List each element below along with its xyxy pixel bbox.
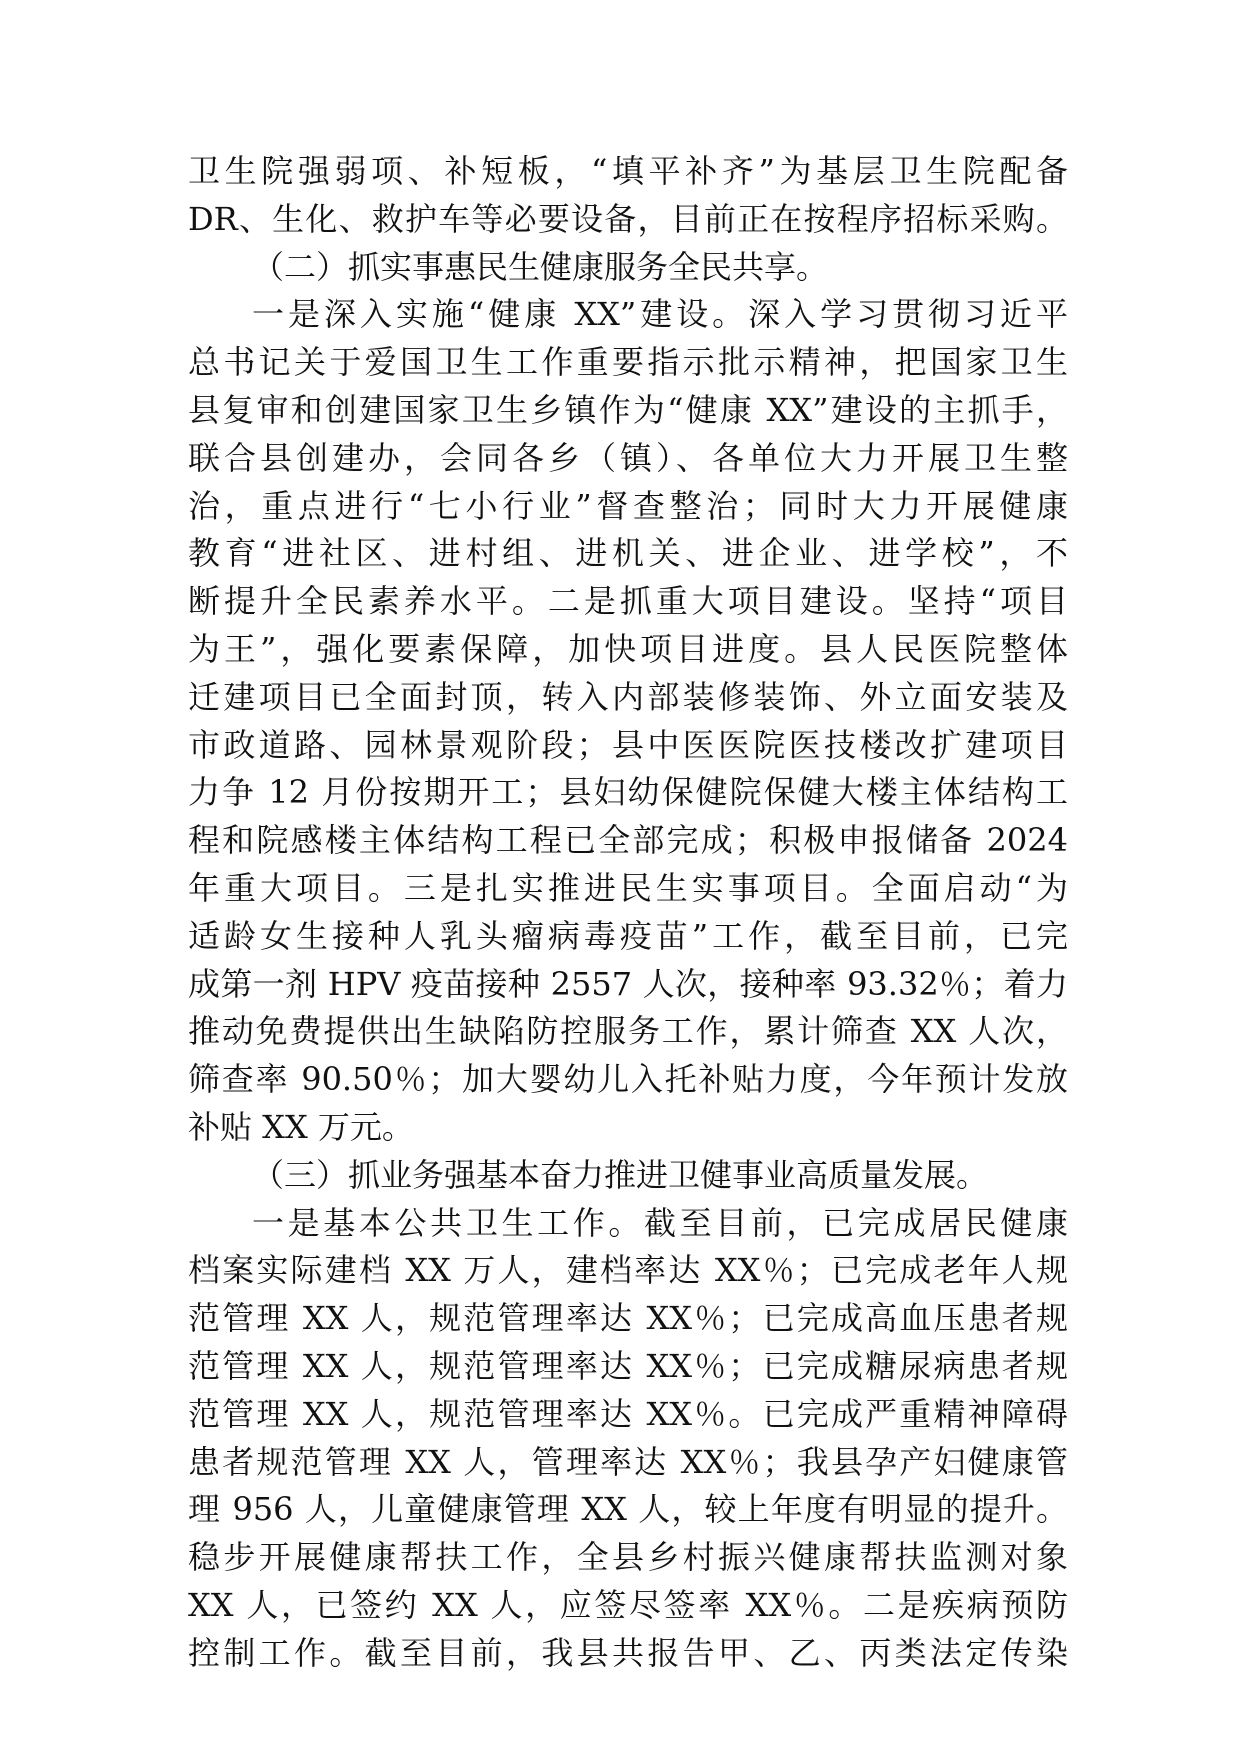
text-line: 成第一剂 HPV 疫苗接种 2557 人次，接种率 93.32％；着力	[188, 964, 1068, 1003]
text-line: 范管理 XX 人，规范管理率达 XX％；已完成高血压患者规	[188, 1299, 1068, 1338]
text-line: 教育“进社区、进村组、进机关、进企业、进学校”，不	[188, 534, 1068, 573]
text-line: 稳步开展健康帮扶工作，全县乡村振兴健康帮扶监测对象	[188, 1538, 1068, 1577]
text-line: 档案实际建档 XX 万人，建档率达 XX％；已完成老年人规	[188, 1251, 1068, 1290]
text-line: 一是基本公共卫生工作。截至目前，已完成居民健康	[252, 1203, 1068, 1242]
text-line: 推动免费提供出生缺陷防控服务工作，累计筛查 XX 人次，	[188, 1012, 1068, 1051]
text-line: 一是深入实施“健康 XX”建设。深入学习贯彻习近平	[252, 295, 1068, 334]
text-line: 患者规范管理 XX 人，管理率达 XX％；我县孕产妇健康管	[188, 1442, 1068, 1481]
text-line: 适龄女生接种人乳头瘤病毒疫苗”工作，截至目前，已完	[188, 916, 1068, 955]
text-line: 年重大项目。三是扎实推进民生实事项目。全面启动“为	[188, 868, 1068, 907]
text-line: 市政道路、园林景观阶段；县中医医院医技楼改扩建项目	[188, 725, 1068, 764]
text-line: 补贴 XX 万元。	[188, 1107, 414, 1146]
text-line: 联合县创建办，会同各乡（镇）、各单位大力开展卫生整	[188, 438, 1068, 477]
text-line: 治，重点进行“七小行业”督查整治；同时大力开展健康	[188, 486, 1068, 525]
text-line: 程和院感楼主体结构工程已全部完成；积极申报储备 2024	[188, 821, 1068, 860]
text-line: （三）抓业务强基本奋力推进卫健事业高质量发展。	[252, 1155, 989, 1194]
text-line: 控制工作。截至目前，我县共报告甲、乙、丙类法定传染	[188, 1633, 1068, 1672]
text-line: （二）抓实事惠民生健康服务全民共享。	[252, 247, 829, 286]
text-line: 范管理 XX 人，规范管理率达 XX％；已完成糖尿病患者规	[188, 1346, 1068, 1385]
text-line: DR、生化、救护车等必要设备，目前正在按程序招标采购。	[188, 199, 1068, 238]
text-line: 为王”，强化要素保障，加快项目进度。县人民医院整体	[188, 629, 1068, 668]
text-line: 总书记关于爱国卫生工作重要指示批示精神，把国家卫生	[188, 343, 1068, 382]
text-line: 范管理 XX 人，规范管理率达 XX％。已完成严重精神障碍	[188, 1394, 1068, 1433]
document-body	[188, 148, 1068, 1678]
text-line: XX 人，已签约 XX 人，应签尽签率 XX％。二是疾病预防	[188, 1585, 1068, 1624]
text-line: 断提升全民素养水平。二是抓重大项目建设。坚持“项目	[188, 582, 1068, 621]
text-line: 卫生院强弱项、补短板，“填平补齐”为基层卫生院配备	[188, 152, 1068, 190]
text-line: 县复审和创建国家卫生乡镇作为“健康 XX”建设的主抓手，	[188, 390, 1068, 429]
text-line: 力争 12 月份按期开工；县妇幼保健院保健大楼主体结构工	[188, 773, 1068, 812]
text-line: 理 956 人，儿童健康管理 XX 人，较上年度有明显的提升。	[188, 1490, 1068, 1529]
text-line: 筛查率 90.50％；加大婴幼儿入托补贴力度，今年预计发放	[188, 1060, 1068, 1099]
text-line: 迁建项目已全面封顶，转入内部装修装饰、外立面安装及	[188, 677, 1068, 716]
